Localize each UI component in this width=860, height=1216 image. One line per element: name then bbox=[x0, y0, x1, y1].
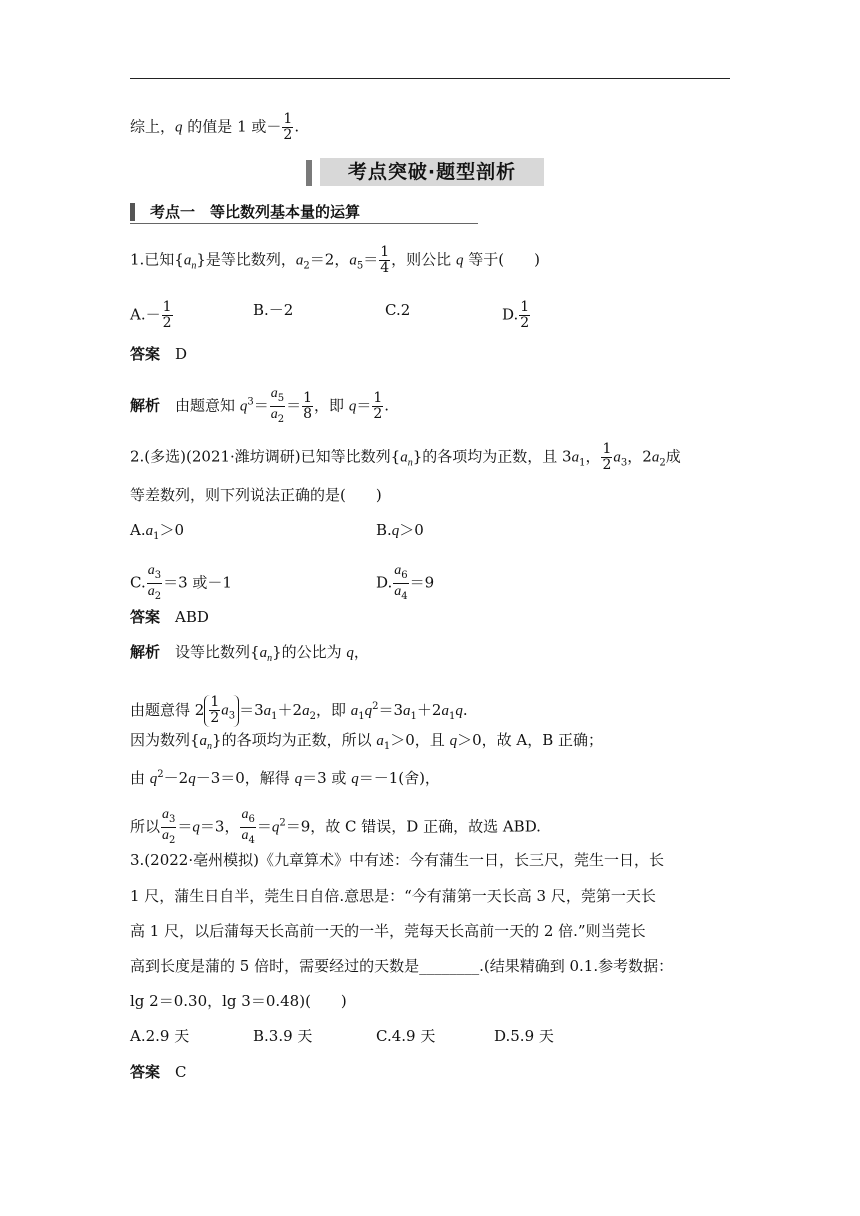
text: ＝3 bbox=[239, 700, 264, 719]
text: 由 bbox=[130, 769, 146, 787]
denominator: 4 bbox=[380, 260, 390, 276]
q3-stem-line4: 高到长度是蒲的 5 倍时，需要经过的天数是________.(结果精确到 0.1.参考数据： bbox=[130, 957, 674, 975]
text: ，2 bbox=[627, 447, 652, 466]
text: ＝ bbox=[253, 396, 269, 415]
sub: 5 bbox=[277, 393, 285, 404]
text: 1.已知{ bbox=[130, 250, 184, 269]
var: a bbox=[199, 733, 208, 749]
q3-stem-line2: 1 尺，蒲生日自半，莞生日自倍.意思是：“今有蒲第一天长高 3 尺，莞第一天长 bbox=[130, 887, 656, 905]
paren-group bbox=[204, 695, 239, 727]
var: a bbox=[651, 449, 660, 466]
sub: 5 bbox=[356, 260, 364, 272]
var: q bbox=[192, 819, 200, 836]
var: q bbox=[271, 819, 280, 836]
text: ＋2 bbox=[416, 700, 442, 719]
sub: 3 bbox=[620, 457, 628, 469]
var: a bbox=[221, 702, 229, 719]
var: a bbox=[145, 523, 154, 539]
text: ＝ bbox=[363, 250, 379, 269]
text: 等于( ) bbox=[468, 250, 540, 269]
var: a bbox=[147, 584, 155, 599]
denominator bbox=[270, 407, 285, 427]
numerator: 1 bbox=[283, 111, 293, 127]
text: ＝3 或 bbox=[302, 769, 347, 787]
numerator: 1 bbox=[162, 299, 172, 315]
sup: 3 bbox=[247, 396, 254, 408]
fraction bbox=[270, 386, 285, 427]
numerator: 1 bbox=[210, 694, 220, 710]
q2-solution-line1 bbox=[130, 642, 369, 669]
var: a bbox=[270, 407, 278, 422]
answer-value: C bbox=[175, 1063, 187, 1081]
q2-solution-line2: 由题意得 2 $\frac{1}{2}$ $a_3 =3a_1+2a_2$，即 $a_1q^2=3a_1+2a_1q$. bbox=[130, 694, 468, 726]
sub: n bbox=[267, 653, 273, 664]
sub: 1 bbox=[358, 710, 365, 722]
text: . bbox=[294, 117, 300, 136]
var: q bbox=[348, 398, 357, 415]
q2-solution-line5 bbox=[130, 807, 541, 848]
numerator: 1 bbox=[380, 244, 390, 260]
text: ＝2， bbox=[309, 250, 350, 269]
text: C. bbox=[130, 573, 146, 592]
q1-option-b[interactable]: B.－2 bbox=[253, 301, 294, 319]
q3-stem-line1: 3.(2022·亳州模拟)《九章算术》中有述：今有蒲生一日，长三尺，莞生一日，长 bbox=[130, 851, 664, 869]
fraction bbox=[302, 391, 313, 422]
numerator: 1 bbox=[602, 441, 612, 457]
sup: 2 bbox=[372, 700, 379, 712]
solution-label: 解析 bbox=[130, 643, 161, 661]
fraction bbox=[162, 300, 173, 331]
sub: 2 bbox=[309, 710, 316, 722]
var: a bbox=[259, 645, 268, 661]
var: q bbox=[346, 645, 354, 661]
text: ＝3 bbox=[378, 700, 404, 719]
text: A. bbox=[130, 521, 146, 539]
text: 综上， bbox=[130, 117, 176, 136]
var: q bbox=[188, 771, 196, 787]
q3-stem-line5: lg 2＝0.30，lg 3＝0.48)( ) bbox=[130, 992, 347, 1010]
intro-conclusion bbox=[130, 112, 299, 143]
var: a bbox=[162, 828, 170, 843]
var: q bbox=[351, 771, 359, 787]
text: ＋2 bbox=[277, 700, 303, 719]
denominator bbox=[161, 828, 176, 848]
text: ，即 bbox=[315, 700, 346, 719]
sub: 6 bbox=[401, 570, 408, 581]
sub: n bbox=[407, 457, 413, 469]
numerator bbox=[240, 807, 255, 828]
text: 所以 bbox=[130, 817, 161, 836]
var: q bbox=[455, 702, 463, 719]
text: ， bbox=[585, 447, 601, 466]
var: a bbox=[613, 449, 621, 466]
text: 的值是 1 或－ bbox=[187, 117, 282, 136]
sub: 1 bbox=[383, 741, 391, 752]
var: a bbox=[270, 386, 278, 401]
sub: 2 bbox=[169, 835, 176, 846]
var: a bbox=[350, 702, 359, 719]
section-underline bbox=[130, 223, 478, 224]
q3-option-b[interactable]: B.3.9 天 bbox=[253, 1027, 313, 1045]
denominator: 2 bbox=[373, 406, 383, 422]
var: a bbox=[394, 584, 402, 599]
text: ＞0 bbox=[399, 521, 424, 539]
denominator: 2 bbox=[162, 315, 172, 331]
fraction bbox=[161, 807, 176, 848]
text: ，则公比 bbox=[391, 250, 452, 269]
top-rule bbox=[130, 78, 730, 79]
var: a bbox=[302, 702, 310, 719]
q1-option-c[interactable]: C.2 bbox=[385, 301, 411, 319]
text: . bbox=[384, 396, 390, 415]
denominator: 8 bbox=[303, 406, 313, 422]
fraction bbox=[601, 442, 612, 473]
sub: n bbox=[191, 260, 197, 272]
text: }的各项均为正数，且 3 bbox=[412, 447, 572, 466]
q3-option-c[interactable]: C.4.9 天 bbox=[376, 1027, 436, 1045]
fraction bbox=[282, 112, 293, 143]
text: ， bbox=[353, 643, 369, 661]
sub: 1 bbox=[579, 457, 586, 469]
var: a bbox=[183, 252, 192, 269]
text: ＝ bbox=[286, 396, 302, 415]
var: a bbox=[147, 563, 155, 578]
answer-label: 答案 bbox=[130, 608, 161, 626]
text: ＝ bbox=[177, 817, 193, 836]
text: ＞0，且 bbox=[390, 731, 445, 749]
answer-value: ABD bbox=[175, 608, 209, 626]
text: }的各项均为正数，所以 bbox=[212, 731, 372, 749]
q1-answer bbox=[130, 344, 187, 364]
q3-option-a[interactable]: A.2.9 天 bbox=[130, 1027, 190, 1045]
fraction bbox=[240, 807, 255, 848]
denominator: 2 bbox=[210, 710, 220, 726]
var: q bbox=[449, 733, 458, 749]
numerator bbox=[161, 807, 176, 828]
sub: 1 bbox=[153, 531, 160, 542]
q2-solution-line3 bbox=[130, 730, 603, 757]
text: }是等比数列， bbox=[196, 250, 296, 269]
numerator: 1 bbox=[373, 390, 383, 406]
numerator: 1 bbox=[303, 390, 313, 406]
var: q bbox=[239, 398, 248, 415]
sub: 1 bbox=[410, 710, 417, 722]
text: ＝9，故 C 错误，D 正确，故选 ABD. bbox=[285, 817, 541, 836]
text: D. bbox=[376, 573, 393, 592]
text: ＞0 bbox=[159, 521, 185, 539]
q3-stem-line3: 高 1 尺，以后蒲每天长高前一天的一半，莞每天长高前一天的 2 倍.”则当莞长 bbox=[130, 922, 646, 940]
text: A.－ bbox=[130, 305, 161, 324]
answer-label: 答案 bbox=[130, 345, 161, 363]
section-title: 考点一 等比数列基本量的运算 bbox=[150, 203, 361, 221]
text: ＝ bbox=[256, 817, 272, 836]
sub: 1 bbox=[448, 710, 456, 722]
text: }的公比为 bbox=[272, 643, 342, 661]
var: a bbox=[162, 807, 170, 822]
var: a bbox=[441, 702, 449, 719]
text: B. bbox=[376, 521, 392, 539]
var: q bbox=[149, 771, 158, 787]
denominator bbox=[393, 584, 408, 604]
var: a bbox=[263, 702, 272, 719]
fraction bbox=[372, 391, 383, 422]
var: a bbox=[241, 807, 249, 822]
sub: n bbox=[207, 741, 213, 752]
fraction bbox=[393, 563, 408, 604]
q2-option-d[interactable] bbox=[376, 563, 434, 604]
q2-stem-line2: 等差数列，则下列说法正确的是( ) bbox=[130, 486, 382, 504]
var: q bbox=[455, 252, 464, 269]
var: a bbox=[241, 828, 249, 843]
sub: 4 bbox=[401, 591, 408, 602]
text: 因为数列{ bbox=[130, 731, 200, 749]
var: a bbox=[349, 252, 357, 269]
q2-stem-line1 bbox=[130, 442, 681, 474]
q3-option-d[interactable]: D.5.9 天 bbox=[494, 1027, 554, 1045]
sub: 1 bbox=[271, 710, 278, 722]
sub: 3 bbox=[228, 710, 236, 722]
text: ＝3 或－1 bbox=[163, 573, 232, 592]
sub: 3 bbox=[169, 814, 176, 825]
q1-option-d[interactable] bbox=[502, 300, 531, 331]
text: ＝3， bbox=[199, 817, 240, 836]
sub: 3 bbox=[154, 570, 162, 581]
q2-option-a[interactable] bbox=[130, 520, 184, 547]
section-bar bbox=[130, 203, 135, 221]
var: a bbox=[571, 449, 580, 466]
fraction bbox=[519, 300, 530, 331]
q2-solution-line4 bbox=[130, 765, 440, 789]
sub: 6 bbox=[248, 814, 255, 825]
answer-label: 答案 bbox=[130, 1063, 161, 1081]
denominator: 2 bbox=[283, 127, 293, 143]
text: 成 bbox=[665, 447, 681, 466]
var: q bbox=[364, 702, 373, 719]
var: a bbox=[403, 702, 411, 719]
fraction bbox=[147, 563, 162, 604]
sub: 2 bbox=[277, 414, 285, 425]
sup: 2 bbox=[279, 817, 286, 829]
q2-option-c[interactable] bbox=[130, 563, 232, 604]
sup: 2 bbox=[157, 769, 164, 780]
var-q: q bbox=[175, 119, 183, 136]
numerator bbox=[270, 386, 285, 407]
var: a bbox=[376, 733, 384, 749]
header-bar bbox=[306, 160, 312, 186]
fraction bbox=[379, 245, 390, 276]
text: ，即 bbox=[314, 396, 345, 415]
answer-value: D bbox=[175, 345, 188, 363]
chapter-header bbox=[306, 158, 546, 186]
denominator bbox=[147, 584, 162, 604]
text: 2.(多选)(2021·潍坊调研)已知等比数列{ bbox=[130, 447, 401, 466]
sub: 2 bbox=[154, 591, 162, 602]
var: a bbox=[394, 563, 402, 578]
denominator bbox=[240, 828, 255, 848]
denominator: 2 bbox=[520, 315, 530, 331]
q2-answer bbox=[130, 607, 209, 627]
q3-answer bbox=[130, 1062, 187, 1082]
text: 由题意知 bbox=[175, 396, 236, 415]
sub: 2 bbox=[659, 457, 666, 469]
q1-stem bbox=[130, 245, 540, 277]
numerator bbox=[147, 563, 162, 584]
text: ＝－1(舍)， bbox=[358, 769, 440, 787]
var: a bbox=[295, 252, 304, 269]
q1-option-a[interactable] bbox=[130, 300, 174, 331]
var: q bbox=[294, 771, 303, 787]
denominator: 2 bbox=[602, 457, 612, 473]
text: ＝9 bbox=[409, 573, 435, 592]
text: －2 bbox=[163, 769, 189, 787]
text: ＝ bbox=[356, 396, 372, 415]
q2-option-b[interactable] bbox=[376, 520, 424, 541]
solution-label: 解析 bbox=[130, 396, 161, 415]
var: a bbox=[400, 449, 408, 466]
numerator: 1 bbox=[520, 299, 530, 315]
text: 设等比数列{ bbox=[175, 643, 260, 661]
q1-solution bbox=[130, 386, 389, 427]
text: －3＝0，解得 bbox=[195, 769, 290, 787]
text: D. bbox=[502, 305, 519, 324]
sub: 4 bbox=[248, 835, 255, 846]
text: ＞0，故 A，B 正确； bbox=[457, 731, 604, 749]
text: 由题意得 2 bbox=[130, 700, 205, 719]
numerator bbox=[393, 563, 408, 584]
sub: 2 bbox=[303, 260, 310, 272]
var: q bbox=[391, 523, 400, 539]
header-title: 考点突破·题型剖析 bbox=[320, 158, 544, 186]
fraction bbox=[209, 695, 220, 726]
